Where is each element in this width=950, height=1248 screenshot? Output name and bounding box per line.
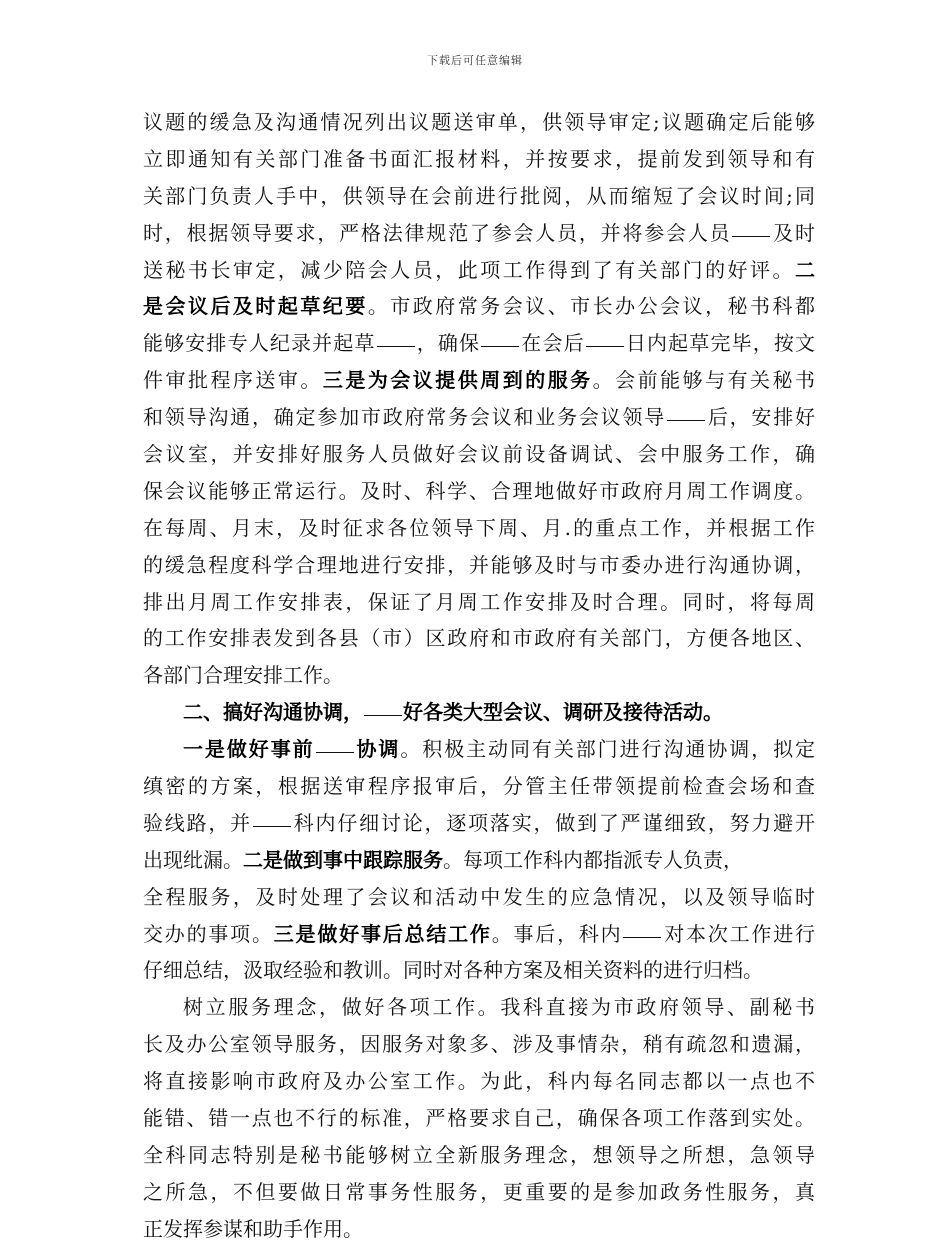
text-segment: 交办的事项。	[143, 921, 274, 946]
bold-text-segment: 二、搞好沟通协调，	[183, 700, 363, 725]
text-segment: 能够安排专人纪录并起草	[143, 331, 376, 356]
text-line	[143, 916, 815, 953]
text-line	[143, 952, 815, 989]
text-line	[143, 362, 815, 399]
text-line	[143, 768, 815, 805]
text-segment: 的缓急程度科学合理地进行安排，并能够及时与市委办进行沟通协调，	[143, 552, 815, 577]
text-segment: 全程服务，及时处理了会议和活动中发生的应急情况，以及领导临时	[143, 884, 815, 909]
bold-text-segment: 一是做好事前	[183, 737, 315, 762]
text-segment: 各部门合理安排工作。	[143, 663, 343, 688]
fill-in-blank	[732, 235, 770, 237]
fill-in-blank	[586, 345, 624, 347]
text-segment: 关部门负责人手中，供领导在会前进行批阅，从而缩短了会议时间;同	[143, 183, 815, 208]
text-line	[143, 141, 815, 178]
text-line	[143, 215, 815, 252]
text-line	[143, 436, 815, 473]
text-line	[143, 399, 815, 436]
text-segment: 长及办公室领导服务，因服务对象多、涉及事情杂，稍有疏忽和遗漏，	[143, 1032, 815, 1057]
fill-in-blank	[481, 345, 519, 347]
text-line	[143, 657, 815, 694]
text-segment: 时，根据领导要求，严格法律规范了参会人员，并将参会人员	[143, 220, 732, 245]
fill-in-blank	[316, 751, 354, 753]
text-line	[143, 584, 815, 621]
text-line	[143, 252, 815, 289]
text-line	[143, 694, 815, 731]
text-segment: 在每周、月末，及时征求各位领导下周、月.的重点工作，并根据工作	[143, 515, 815, 540]
bold-text-segment: 好各类大型会议、调研及接待活动。	[403, 700, 723, 725]
text-line	[143, 1174, 815, 1211]
text-segment: 。积极主动同有关部门进行沟通协调，拟定	[400, 737, 816, 762]
text-segment: 排出月周工作安排表，保证了月周工作安排及时合理。同时，将每周	[143, 589, 815, 614]
fill-in-blank	[667, 419, 705, 421]
text-line	[143, 842, 815, 879]
text-line	[143, 879, 815, 916]
text-segment: 将直接影响市政府及办公室工作。为此，科内每名同志都以一点也不	[143, 1069, 815, 1094]
text-line	[143, 620, 815, 657]
text-segment: 树立服务理念，做好各项工作。我科直接为市政府领导、副秘书	[183, 995, 815, 1020]
text-line	[143, 473, 815, 510]
bold-text-segment: 三是做好事后总结工作	[273, 921, 492, 946]
text-line	[143, 178, 815, 215]
text-segment: 能错、错一点也不行的标准，严格要求自己，确保各项工作落到实处。	[143, 1106, 815, 1131]
text-segment: 。事后，科内	[491, 921, 623, 946]
bold-text-segment: 协调	[354, 737, 401, 762]
text-segment: 送秘书长审定，减少陪会人员，此项工作得到了有关部门的好评。	[143, 257, 795, 282]
text-segment: 验线路，并	[143, 810, 252, 835]
text-segment: 对本次工作进行	[662, 921, 816, 946]
fill-in-blank	[623, 936, 661, 938]
text-segment: 。会前能够与有关秘书	[592, 368, 816, 393]
text-line	[143, 805, 815, 842]
text-segment: 全科同志特别是秘书能够树立全新服务理念，想领导之所想，急领导	[143, 1142, 815, 1167]
text-segment: 之所急，不但要做日常事务性服务，更重要的是参加政务性服务，真	[143, 1179, 815, 1204]
text-segment: 立即通知有关部门准备书面汇报材料，并按要求，提前发到领导和有	[143, 146, 815, 171]
text-line	[143, 325, 815, 362]
bold-text-segment: 二是做到事中跟踪服务	[243, 847, 443, 872]
text-segment: 。市政府常务会议、市长办公会议，秘书科都	[367, 294, 816, 319]
text-segment: 和领导沟通，确定参加市政府常务会议和业务会议领导	[143, 405, 667, 430]
text-segment: 日内起草完毕，按文	[624, 331, 816, 356]
text-line	[143, 1063, 815, 1100]
text-segment: 的工作安排表发到各县（市）区政府和市政府有关部门，方便各地区、	[143, 626, 815, 651]
text-segment: 缜密的方案，根据送审程序报审后，分管主任带领提前检查会场和查	[143, 774, 815, 799]
text-segment: 科内仔细讨论，逐项落实，做到了严谨细致，努力避开	[291, 810, 816, 835]
fill-in-blank	[377, 345, 415, 347]
text-segment: 议题的缓急及沟通情况列出议题送审单，供领导审定;议题确定后能够	[143, 110, 815, 134]
text-line	[143, 1100, 815, 1137]
text-segment: ，确保	[415, 331, 481, 356]
text-line	[143, 1026, 815, 1063]
text-segment: 会议室，并安排好服务人员做好会议前设备调试、会中服务工作，确	[143, 442, 815, 467]
text-line	[143, 731, 815, 768]
text-segment: 仔细总结，汲取经验和教训。同时对各种方案及相关资料的进行归档。	[143, 958, 763, 983]
text-segment: 出现纰漏。	[143, 847, 243, 872]
text-line	[143, 104, 815, 141]
document-body	[143, 104, 815, 1248]
fill-in-blank	[253, 825, 291, 827]
text-segment: 。每项工作科内都指派专人负责，	[443, 847, 743, 872]
text-line	[143, 547, 815, 584]
text-segment: 件审批程序送审。	[143, 368, 323, 393]
bold-text-segment: 三是为会议提供周到的服务	[322, 368, 593, 393]
text-segment: 后，安排好	[706, 405, 816, 430]
text-line	[143, 989, 815, 1026]
text-line	[143, 510, 815, 547]
bold-text-segment: 是会议后及时起草纪要	[143, 294, 368, 319]
text-segment: 及时	[771, 220, 816, 245]
text-segment: 正发挥参谋和助手作用。	[143, 1216, 363, 1241]
bold-text-segment: 二	[795, 257, 815, 282]
text-segment: 在会后	[520, 331, 585, 356]
fill-in-blank	[364, 714, 402, 716]
text-segment: 保会议能够正常运行。及时、科学、合理地做好市政府月周工作调度。	[143, 478, 815, 503]
page-header: 下载后可任意编辑	[427, 54, 523, 67]
text-line	[143, 1211, 815, 1248]
text-line	[143, 288, 815, 325]
text-line	[143, 1137, 815, 1174]
